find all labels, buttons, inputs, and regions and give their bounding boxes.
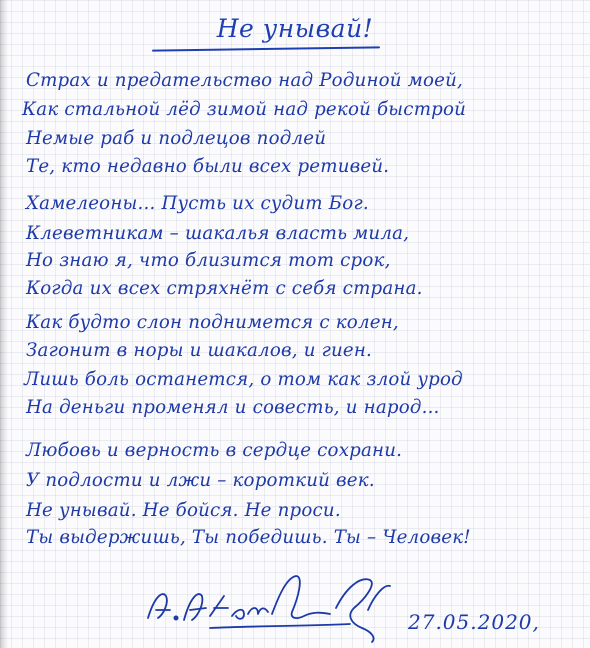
poem-line: Хамелеоны... Пусть их судит Бог. [26,193,369,214]
poem-title: Не унывай! [216,14,374,43]
poem-line: Загонит в норы и шакалов, и гиен. [26,340,373,361]
poem-line: У подлости и лжи – короткий век. [26,470,375,491]
poem-line: Те, кто недавно были всех ретивей. [26,156,390,177]
poem-line: Как будто слон поднимется с колен, [26,312,399,333]
poem-line: Любовь и верность в сердце сохрани. [26,440,403,461]
poem-line: Как стальной лёд зимой над рекой быстрой [22,99,467,120]
poem-line: Страх и предательство над Родиной моей, [26,70,463,91]
poem-line: Когда их всех стряхнёт с себя страна. [26,278,423,299]
poem-line: Клеветникам – шакалья власть мила, [26,223,410,244]
poem-line: На деньги променял и совесть, и народ... [26,397,440,418]
signature-date: 27.05.2020, [408,610,540,634]
poem-line: Немые раб и подлецов подлей [26,128,327,149]
title-underline [152,46,380,51]
poem-line: Не унывай. Не бойся. Не проси. [26,500,341,521]
page-edge-shadow [0,0,8,648]
poem-line: Ты выдержишь, Ты победишь. Ты – Человек! [26,527,471,548]
poem-line: Но знаю я, что близится тот срок, [26,250,391,271]
handwritten-signature [140,568,420,643]
poem-line: Лишь боль останется, о том как злой урод [24,369,463,390]
